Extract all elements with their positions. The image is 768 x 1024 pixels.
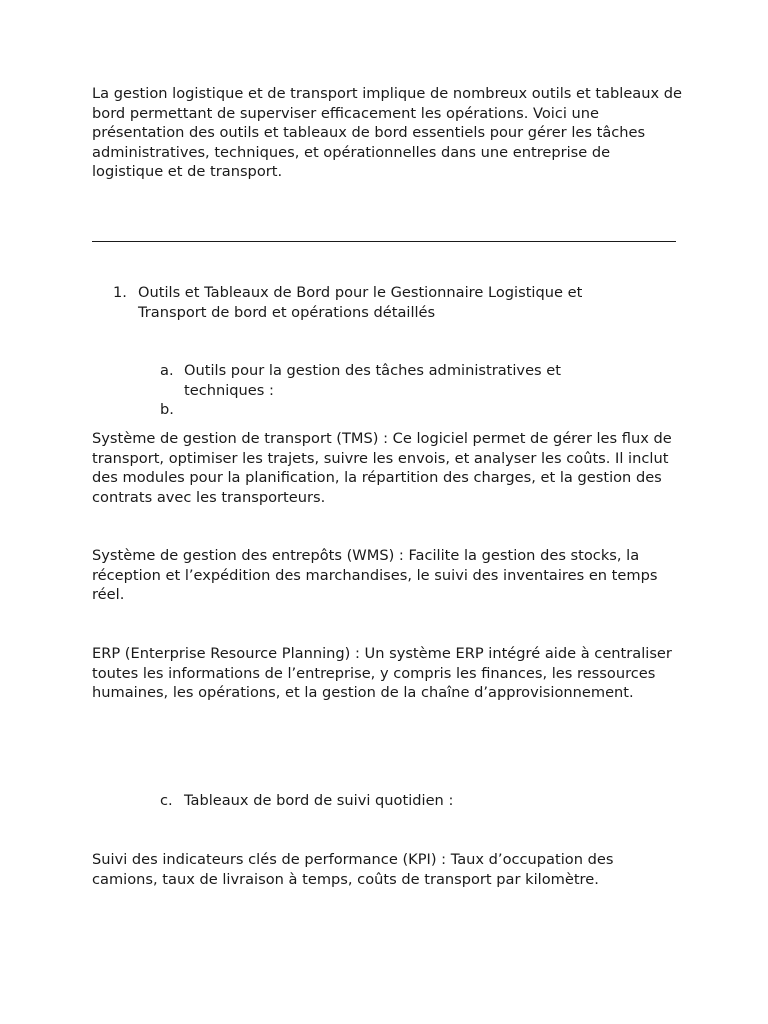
sub-item-a-marker: a. [160, 362, 174, 379]
horizontal-rule [92, 241, 676, 242]
sub-item-a-text: Outils pour la gestion des tâches administratives et techniques : [184, 362, 561, 399]
sub-item-c-text: Tableaux de bord de suivi quotidien : [184, 792, 454, 809]
wms-paragraph: Système de gestion des entrepôts (WMS) : Facilite la gestion des stocks, la réception et l’expédition des marchandises, le suivi des inventaires en temps réel. [92, 547, 658, 604]
erp-paragraph: ERP (Enterprise Resource Planning) : Un système ERP intégré aide à centraliser toutes les informations de l’entreprise, y compris les finances, les ressources humaines, les opérations, et la gestion de la chaîne d’approvisionnement. [92, 645, 672, 702]
kpi-paragraph: Suivi des indicateurs clés de performance (KPI) : Taux d’occupation des camions, taux de livraison à temps, coûts de transport par kilomètre. [92, 851, 614, 888]
tms-paragraph: Système de gestion de transport (TMS) : Ce logiciel permet de gérer les flux de transport, optimiser les trajets, suivre les envois, et analyser les coûts. Il inclut des modules pour la planification, la répartition des charges, et la gestion des contrats avec les transporteurs. [92, 430, 672, 506]
sub-item-c [160, 791, 600, 811]
intro-paragraph: La gestion logistique et de transport implique de nombreux outils et tableaux de bord permettant de superviser efficacement les opérations. Voici une présentation des outils et tableaux de bord essentiels pour gérer les tâches administratives, techniques, et opérationnelles dans une entreprise de logistique et de transport. [92, 85, 683, 181]
section-1-item [113, 283, 613, 322]
sub-item-a [160, 361, 600, 400]
section-1-number: 1. [113, 284, 127, 301]
sub-item-c-marker: c. [160, 792, 173, 809]
sub-item-b-marker: b. [160, 401, 174, 418]
section-1-title: Outils et Tableaux de Bord pour le Gestionnaire Logistique et Transport de bord et opérations détaillés [138, 284, 583, 321]
